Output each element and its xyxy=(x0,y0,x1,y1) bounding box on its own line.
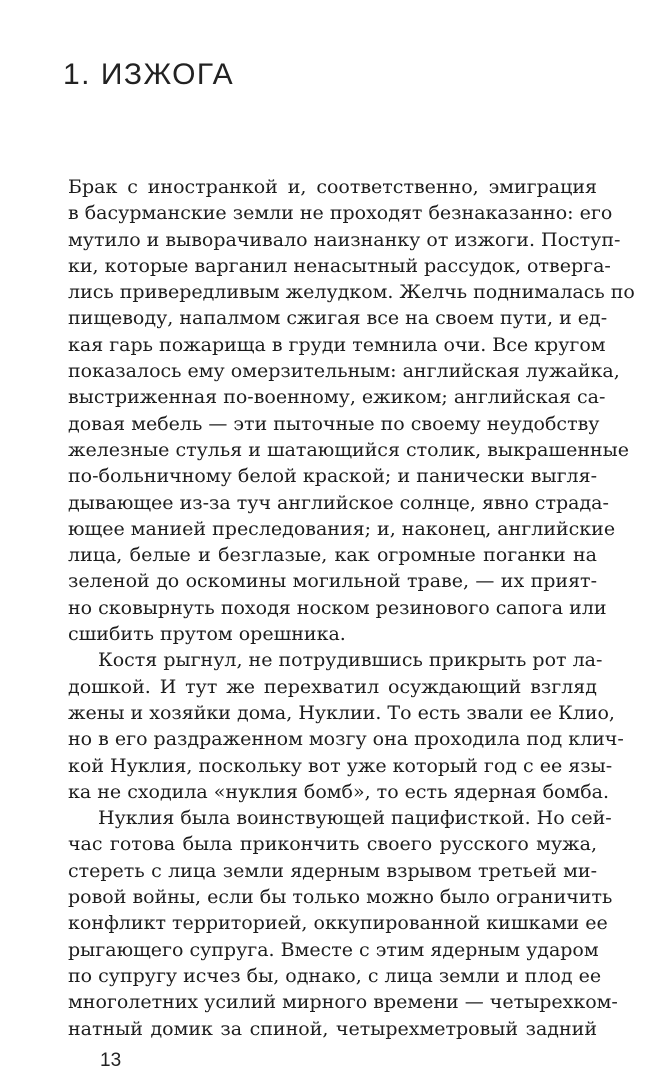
text-line: лица, белые и безглазые, как огромные поганки на xyxy=(68,544,597,567)
text-line: по-больничному белой краской; и панически выгля- xyxy=(68,465,597,488)
text-line: натный домик за спиной, четырехметровый задний xyxy=(68,1017,597,1040)
text-line: лись привередливым желудком. Желчь поднималась по xyxy=(68,281,635,304)
page-number: 13 xyxy=(100,1050,122,1071)
text-line: пищеводу, напалмом сжигая все на своем пути, и ед- xyxy=(68,307,608,330)
text-line: стереть с лица земли ядерным взрывом третьей ми- xyxy=(68,859,597,882)
text-line: ровой войны, если бы только можно было ограничить xyxy=(68,886,613,909)
text-line: выстриженная по-военному, ежиком; английская са- xyxy=(68,386,606,409)
text-line: Нуклия была воинствующей пацифисткой. Но сей- xyxy=(98,807,612,830)
text-line: но в его раздраженном мозгу она проходила под клич- xyxy=(68,728,624,751)
text-line: Костя рыгнул, не потрудившись прикрыть рот ла- xyxy=(98,649,603,672)
chapter-title: 1. ИЗЖОГА xyxy=(63,58,235,91)
text-line: дывающее из-за туч английское солнце, явно страда- xyxy=(68,491,609,514)
text-line: зеленой до оскомины могильной траве, — их прият- xyxy=(68,570,597,593)
text-line: кая гарь пожарища в груди темнила очи. Все кругом xyxy=(68,333,606,356)
text-line: железные стулья и шатающийся столик, выкрашенные xyxy=(68,438,630,461)
text-line: в басурманские земли не проходят безнаказанно: его xyxy=(68,202,613,225)
text-line: многолетних усилий мирного времени — четырехком- xyxy=(68,991,618,1014)
text-line: показалось ему омерзительным: английская лужайка, xyxy=(68,360,620,383)
text-line: жены и хозяйки дома, Нуклии. То есть звали ее Клио, xyxy=(68,701,615,724)
text-line: ющее манией преследования; и, наконец, английские xyxy=(68,517,616,540)
text-line: по супругу исчез бы, однако, с лица земли и плод ее xyxy=(68,964,602,987)
text-line: рыгающего супруга. Вместе с этим ядерным ударом xyxy=(68,938,599,961)
text-line: час готова была прикончить своего русского мужа, xyxy=(68,833,597,856)
text-line: Брак с иностранкой и, соответственно, эмиграция xyxy=(68,176,597,198)
text-line: кой Нуклия, поскольку вот уже который год с ее язы- xyxy=(68,754,613,777)
text-line: но сковырнуть походя носком резинового сапога или xyxy=(68,596,607,619)
text-line: ка не сходила «нуклия бомб», то есть ядерная бомба. xyxy=(68,780,610,803)
text-line: сшибить прутом орешника. xyxy=(68,623,346,646)
body-text xyxy=(68,174,635,1042)
text-line: довая мебель — эти пыточные по своему неудобству xyxy=(68,412,600,435)
text-line: мутило и выворачивало наизнанку от изжоги. Поступ- xyxy=(68,228,621,251)
text-line: конфликт территорией, оккупированной кишками ее xyxy=(68,912,608,935)
text-line: дошкой. И тут же перехватил осуждающий взгляд xyxy=(68,675,597,698)
text-line: ки, которые варганил ненасытный рассудок, отверга- xyxy=(68,254,611,277)
